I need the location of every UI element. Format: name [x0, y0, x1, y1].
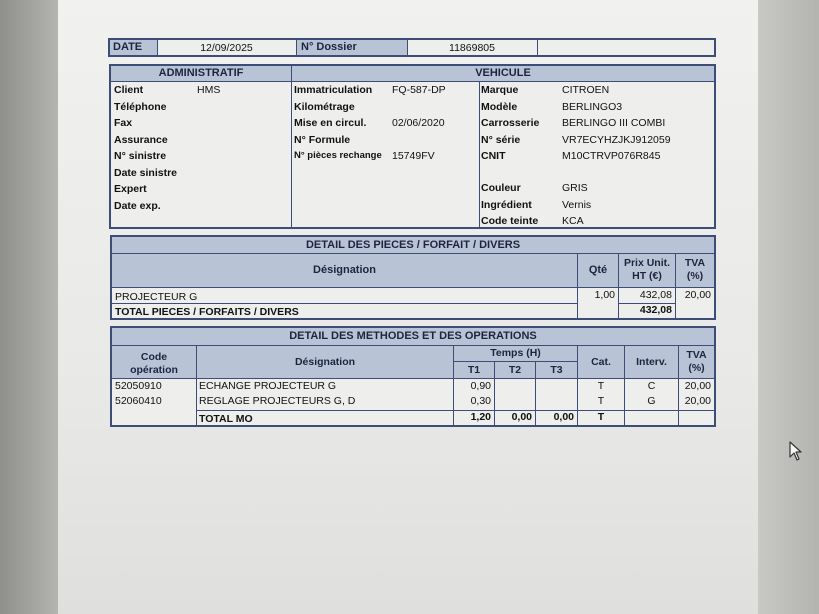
document-page [58, 0, 758, 614]
ops-row-code: 52060410 [115, 395, 162, 407]
admin-field-value: HMS [197, 84, 221, 96]
ops-total-cat: T [597, 411, 605, 423]
ops-title: DETAIL DES METHODES ET DES OPERATIONS [112, 328, 714, 345]
vehicle-left-label: N° Formule [294, 133, 351, 146]
dossier-label: N° Dossier [297, 40, 407, 55]
ops-row-interv: G [647, 395, 656, 407]
mouse-cursor-icon [789, 441, 803, 461]
ops-total-t3: 0,00 [553, 411, 574, 423]
parts-col-price-1: Prix Unit. [623, 257, 671, 269]
ops-col-t1: T1 [467, 364, 481, 376]
parts-col-tva-2: (%) [686, 270, 704, 282]
ops-col-code-1: Code [140, 351, 168, 363]
operations-block [110, 326, 716, 427]
ops-col-interv: Interv. [636, 356, 667, 368]
vehicle-right-value: M10CTRVP076R845 [562, 150, 661, 162]
vehicle-right2-value: KCA [562, 215, 584, 227]
vehicle-right-label: N° série [481, 133, 521, 146]
admin-field-label: Fax [114, 117, 133, 129]
vehicle-right-value: BERLINGO III COMBI [562, 117, 666, 129]
ops-row-designation: REGLAGE PROJECTEURS G, D [199, 395, 356, 407]
ops-total-t2: 0,00 [511, 411, 532, 423]
ops-row-t1: 0,30 [470, 395, 491, 407]
parts-row-qty: 1,00 [594, 289, 615, 301]
ops-row-tva: 20,00 [684, 395, 711, 407]
parts-total-value: 432,08 [639, 304, 672, 316]
ops-col-tva-2: (%) [688, 362, 705, 374]
ops-col-temps: Temps (H) [490, 347, 541, 359]
background-right [755, 0, 819, 614]
vehicle-title: VEHICULE [292, 66, 714, 81]
parts-row-price: 432,08 [639, 289, 672, 301]
admin-field-label: Téléphone [114, 100, 167, 113]
ops-col-cat: Cat. [591, 356, 611, 368]
ops-row-tva: 20,00 [684, 380, 711, 392]
vehicle-left-label: Kilométrage [294, 100, 355, 113]
admin-vehicle-block [109, 64, 716, 229]
vehicle-right2-value: GRIS [562, 182, 588, 194]
vehicle-right2-value: Vernis [562, 198, 592, 211]
header-bar [108, 38, 716, 57]
vehicle-right2-label: Code teinte [481, 215, 539, 227]
date-label: DATE [110, 40, 157, 55]
ops-col-tva-1: TVA [686, 349, 707, 361]
admin-field-label: Client [114, 84, 144, 96]
ops-row-code: 52050910 [115, 380, 162, 392]
vehicle-right-label: Marque [481, 84, 519, 96]
parts-col-designation: Désignation [313, 264, 376, 276]
admin-field-label: N° sinistre [114, 150, 167, 162]
vehicle-right-value: CITROEN [562, 84, 610, 96]
parts-title: DETAIL DES PIECES / FORFAIT / DIVERS [112, 237, 714, 253]
vehicle-right-value: BERLINGO3 [562, 100, 623, 113]
vehicle-right-label: Carrosserie [481, 117, 540, 129]
admin-field-label: Assurance [114, 133, 168, 146]
ops-row-cat: T [597, 395, 605, 407]
vehicle-left-label: Mise en circul. [294, 117, 367, 129]
vehicle-left-label: Immatriculation [294, 84, 373, 96]
parts-col-tva-1: TVA [684, 257, 706, 269]
vehicle-right-label: CNIT [481, 150, 506, 162]
admin-field-label: Date exp. [114, 199, 161, 212]
vehicle-left-label: N° pièces rechange [294, 150, 382, 161]
vehicle-right-value: VR7ECYHZJKJ912059 [562, 133, 671, 146]
ops-col-code-2: opération [130, 364, 178, 376]
parts-row-tva: 20,00 [684, 289, 711, 301]
ops-col-t2: T2 [508, 364, 522, 376]
dossier-value: 11869805 [449, 42, 495, 54]
parts-row-designation: PROJECTEUR G [115, 291, 198, 303]
ops-col-designation: Désignation [294, 356, 356, 368]
vehicle-right-label: Modèle [481, 100, 518, 113]
vehicle-right2-label: Ingrédient [481, 198, 532, 211]
admin-title: ADMINISTRATIF [111, 66, 291, 81]
ops-total-t1: 1,20 [470, 411, 491, 423]
ops-col-t3: T3 [550, 364, 563, 376]
vehicle-left-value: FQ-587-DP [392, 84, 446, 96]
ops-row-interv: C [647, 380, 656, 392]
vehicle-left-value: 15749FV [392, 150, 435, 162]
parts-block [110, 235, 716, 320]
parts-col-price-2: HT (€) [632, 270, 662, 282]
vehicle-right2-label: Couleur [481, 182, 521, 194]
date-value: 12/09/2025 [200, 42, 253, 54]
parts-col-qty: Qté [588, 264, 608, 276]
parts-total-label: TOTAL PIECES / FORFAITS / DIVERS [115, 306, 299, 318]
ops-row-cat: T [597, 380, 605, 392]
vehicle-left-value: 02/06/2020 [392, 117, 445, 129]
ops-row-t1: 0,90 [470, 380, 491, 392]
admin-field-label: Expert [114, 183, 147, 195]
ops-row-designation: ECHANGE PROJECTEUR G [199, 380, 337, 392]
ops-total-label: TOTAL MO [199, 413, 253, 425]
admin-field-label: Date sinistre [114, 166, 178, 179]
background-left [0, 0, 60, 614]
